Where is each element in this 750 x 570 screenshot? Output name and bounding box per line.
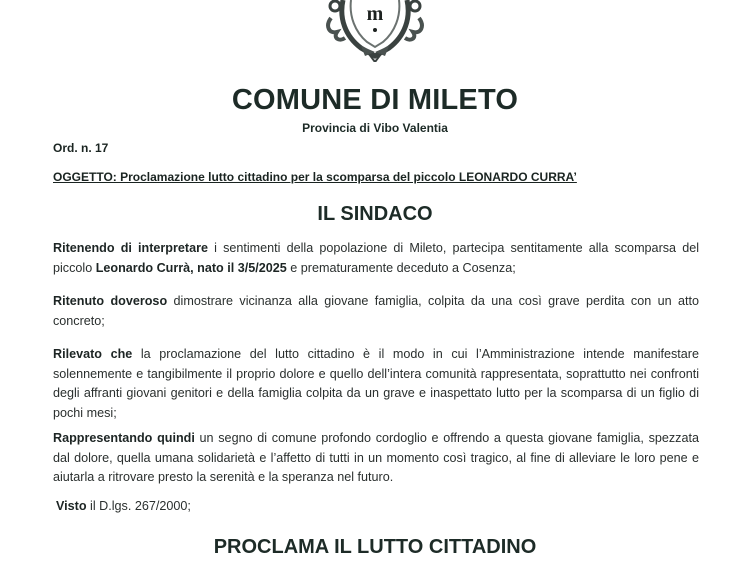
- issuer-heading: IL SINDACO: [317, 203, 433, 225]
- paragraph-text: e prematuramente deceduto a Cosenza;: [286, 260, 516, 275]
- municipality-title: COMUNE DI MILETO: [231, 84, 519, 116]
- municipal-crest-icon: [325, 0, 425, 62]
- paragraph-text: la proclamazione del lutto cittadino è il modo in cui l’Amministrazione intende manifestare solennemente e tangibilmente il proprio dolore e quello dell’intera comunità rappresentata, soprattutto nei confronti degli affranti giovani genitori e della famiglia colpita da un grave e inaspettato lutto per la scomparsa di un figlio di pochi mesi;: [53, 347, 699, 420]
- province-subtitle: Provincia di Vibo Valentia: [302, 121, 448, 135]
- paragraph-rappresentando: [53, 429, 699, 488]
- order-number: Ord. n. 17: [53, 141, 109, 155]
- paragraph-visto: [56, 497, 702, 517]
- paragraph-text: il D.lgs. 267/2000;: [86, 499, 191, 513]
- paragraph-lead: Ritenuto doveroso: [53, 294, 168, 308]
- subject-line: OGGETTO: Proclamazione lutto cittadino per la scomparsa del piccolo LEONARDO CURRA’: [53, 170, 577, 184]
- paragraph-text: un segno di comune profondo cordoglio e offrendo a questa giovane famiglia, spezzata dal dolore, quella umana solidarietà e l’affetto di tutti in un momento così tragico, al fine di alleviare le loro pene e aiutarla a ritrovare presto la serenità e la speranza nel futuro.: [53, 431, 699, 484]
- proclamation-heading: PROCLAMA IL LUTTO CITTADINO: [213, 536, 537, 558]
- child-name-birthdate: Leonardo Currà, nato il 3/5/2025: [95, 260, 287, 275]
- paragraph-ritenendo: [53, 239, 699, 278]
- paragraph-rilevato: [53, 345, 699, 423]
- paragraph-lead: Rappresentando quindi: [53, 431, 195, 445]
- paragraph-text: i sentimenti della popolazione di Mileto, partecipa sentitamente alla scomparsa del piccolo: [53, 241, 699, 275]
- paragraph-text: dimostrare vicinanza alla giovane famiglia, colpita da una così grave perdita con un atto concreto;: [53, 294, 699, 328]
- svg-text:m: m: [366, 3, 384, 25]
- paragraph-lead: Visto: [56, 499, 87, 513]
- paragraph-lead: Rilevato che: [53, 347, 133, 361]
- paragraph-ritenuto: [53, 292, 699, 331]
- paragraph-lead: Ritenendo di interpretare: [53, 241, 209, 255]
